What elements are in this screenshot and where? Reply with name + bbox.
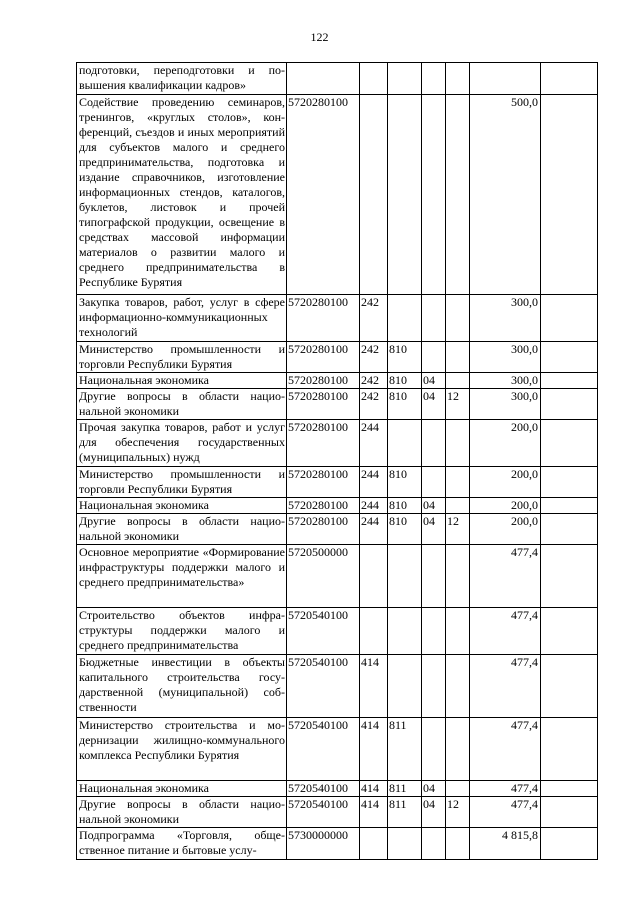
extra-cell — [541, 295, 598, 342]
row-name-cell: Министерство промышленности и торговли Республики Бурятия — [77, 467, 287, 498]
target-article-cell: 5720280100 — [287, 342, 360, 373]
ministry-code-cell: 811 — [388, 797, 422, 828]
extra-cell — [541, 797, 598, 828]
amount-cell: 200,0 — [470, 420, 541, 467]
ministry-code-cell — [388, 95, 422, 295]
row-name-cell: Министерство промышленности и торговли Республики Бурятия — [77, 342, 287, 373]
table-row — [77, 467, 598, 498]
table-row — [77, 295, 598, 342]
extra-cell — [541, 420, 598, 467]
table-row — [77, 420, 598, 467]
expense-type-cell: 242 — [360, 295, 388, 342]
row-name-cell: Содействие проведению семинаров, тренингов, «круглых столов», конференций, съездов и иных мероприятий для субъектов малого и среднего предпринимательства, подготовка и издание справочников, изготовление информационных стендов, каталогов, буклетов, листовок и прочей типографской продукции, освещение в средствах массовой информации материалов о развитии малого и среднего предпринимательства в Республике Бурятия — [77, 95, 287, 295]
row-name-cell: Национальная экономика — [77, 373, 287, 389]
ministry-code-cell: 810 — [388, 373, 422, 389]
section-cell — [422, 828, 446, 860]
amount-cell: 200,0 — [470, 467, 541, 498]
subsection-cell: 12 — [446, 797, 470, 828]
row-name-cell: Другие вопросы в области национальной экономики — [77, 514, 287, 545]
ministry-code-cell — [388, 828, 422, 860]
table-row — [77, 718, 598, 781]
table-row — [77, 545, 598, 608]
expense-type-cell: 414 — [360, 655, 388, 718]
ministry-code-cell — [388, 63, 422, 95]
target-article-cell — [287, 63, 360, 95]
table-row — [77, 828, 598, 860]
subsection-cell — [446, 373, 470, 389]
expense-type-cell — [360, 545, 388, 608]
expense-type-cell: 414 — [360, 781, 388, 797]
extra-cell — [541, 828, 598, 860]
expense-type-cell — [360, 95, 388, 295]
section-cell: 04 — [422, 498, 446, 514]
subsection-cell — [446, 498, 470, 514]
ministry-code-cell — [388, 655, 422, 718]
amount-cell: 477,4 — [470, 608, 541, 655]
row-name-cell: Национальная экономика — [77, 498, 287, 514]
amount-cell: 300,0 — [470, 295, 541, 342]
row-name-cell: Бюджетные инвестиции в объекты капитального строительства государственной (муниципальной) собственности — [77, 655, 287, 718]
subsection-cell — [446, 95, 470, 295]
table-row — [77, 498, 598, 514]
extra-cell — [541, 545, 598, 608]
subsection-cell — [446, 781, 470, 797]
subsection-cell — [446, 655, 470, 718]
table-row — [77, 373, 598, 389]
ministry-code-cell: 811 — [388, 718, 422, 781]
table-row — [77, 342, 598, 373]
expense-type-cell: 242 — [360, 342, 388, 373]
expense-type-cell: 244 — [360, 514, 388, 545]
target-article-cell: 5720280100 — [287, 514, 360, 545]
section-cell: 04 — [422, 514, 446, 545]
target-article-cell: 5720540100 — [287, 608, 360, 655]
subsection-cell: 12 — [446, 514, 470, 545]
expense-type-cell: 244 — [360, 467, 388, 498]
amount-cell: 500,0 — [470, 95, 541, 295]
ministry-code-cell: 810 — [388, 467, 422, 498]
amount-cell: 477,4 — [470, 718, 541, 781]
ministry-code-cell: 810 — [388, 498, 422, 514]
table-row — [77, 95, 598, 295]
section-cell — [422, 420, 446, 467]
table-row — [77, 797, 598, 828]
table-body — [77, 63, 598, 860]
subsection-cell — [446, 467, 470, 498]
table-row — [77, 608, 598, 655]
expense-type-cell: 414 — [360, 797, 388, 828]
target-article-cell: 5720540100 — [287, 797, 360, 828]
expense-type-cell — [360, 828, 388, 860]
extra-cell — [541, 63, 598, 95]
subsection-cell — [446, 608, 470, 655]
subsection-cell — [446, 342, 470, 373]
table-row — [77, 63, 598, 95]
table-row — [77, 389, 598, 420]
section-cell: 04 — [422, 389, 446, 420]
amount-cell: 477,4 — [470, 545, 541, 608]
section-cell — [422, 608, 446, 655]
amount-cell: 4 815,8 — [470, 828, 541, 860]
page-number: 122 — [310, 30, 329, 44]
target-article-cell: 5720540100 — [287, 655, 360, 718]
section-cell — [422, 63, 446, 95]
subsection-cell — [446, 545, 470, 608]
amount-cell: 477,4 — [470, 781, 541, 797]
subsection-cell — [446, 295, 470, 342]
subsection-cell — [446, 63, 470, 95]
amount-cell — [470, 63, 541, 95]
ministry-code-cell: 811 — [388, 781, 422, 797]
section-cell — [422, 295, 446, 342]
row-name-cell: Строительство объектов инфраструктуры поддержки малого и среднего предпринимательства — [77, 608, 287, 655]
amount-cell: 300,0 — [470, 373, 541, 389]
table-row — [77, 655, 598, 718]
section-cell — [422, 342, 446, 373]
subsection-cell — [446, 828, 470, 860]
target-article-cell: 5720540100 — [287, 781, 360, 797]
target-article-cell: 5720280100 — [287, 498, 360, 514]
extra-cell — [541, 655, 598, 718]
target-article-cell: 5720280100 — [287, 95, 360, 295]
extra-cell — [541, 389, 598, 420]
row-name-cell: Другие вопросы в области национальной экономики — [77, 389, 287, 420]
extra-cell — [541, 718, 598, 781]
row-name-cell: Закупка товаров, работ, услуг в сфере информационно-коммуникационных технологий — [77, 295, 287, 342]
extra-cell — [541, 608, 598, 655]
ministry-code-cell: 810 — [388, 342, 422, 373]
extra-cell — [541, 514, 598, 545]
section-cell: 04 — [422, 373, 446, 389]
ministry-code-cell — [388, 295, 422, 342]
section-cell — [422, 95, 446, 295]
target-article-cell: 5720280100 — [287, 467, 360, 498]
extra-cell — [541, 95, 598, 295]
amount-cell: 200,0 — [470, 498, 541, 514]
row-name-cell: Подпрограмма «Торговля, общественное питание и бытовые услу- — [77, 828, 287, 860]
table-row — [77, 781, 598, 797]
extra-cell — [541, 467, 598, 498]
section-cell — [422, 545, 446, 608]
section-cell — [422, 718, 446, 781]
row-name-cell: Прочая закупка товаров, работ и услуг для обеспечения государственных (муниципальных) нужд — [77, 420, 287, 467]
row-name-cell: Основное мероприятие «Формирование инфраструктуры поддержки малого и среднего предпринимательства» — [77, 545, 287, 608]
budget-table — [76, 62, 598, 860]
target-article-cell: 5720280100 — [287, 389, 360, 420]
amount-cell: 300,0 — [470, 389, 541, 420]
amount-cell: 300,0 — [470, 342, 541, 373]
section-cell — [422, 655, 446, 718]
section-cell — [422, 467, 446, 498]
section-cell: 04 — [422, 797, 446, 828]
extra-cell — [541, 342, 598, 373]
target-article-cell: 5720540100 — [287, 718, 360, 781]
expense-type-cell: 244 — [360, 420, 388, 467]
row-name-cell: Национальная экономика — [77, 781, 287, 797]
table-row — [77, 514, 598, 545]
target-article-cell: 5730000000 — [287, 828, 360, 860]
expense-type-cell: 244 — [360, 498, 388, 514]
expense-type-cell: 414 — [360, 718, 388, 781]
subsection-cell — [446, 718, 470, 781]
ministry-code-cell: 810 — [388, 389, 422, 420]
subsection-cell — [446, 420, 470, 467]
amount-cell: 200,0 — [470, 514, 541, 545]
extra-cell — [541, 781, 598, 797]
target-article-cell: 5720280100 — [287, 420, 360, 467]
expense-type-cell: 242 — [360, 389, 388, 420]
target-article-cell: 5720280100 — [287, 373, 360, 389]
row-name-cell: подготовки, переподготовки и повышения квалификации кадров» — [77, 63, 287, 95]
expense-type-cell — [360, 63, 388, 95]
amount-cell: 477,4 — [470, 797, 541, 828]
ministry-code-cell — [388, 420, 422, 467]
row-name-cell: Другие вопросы в области национальной экономики — [77, 797, 287, 828]
extra-cell — [541, 373, 598, 389]
ministry-code-cell: 810 — [388, 514, 422, 545]
row-name-cell: Министерство строительства и модернизации жилищно-коммунального комплекса Республики Бурятия — [77, 718, 287, 781]
expense-type-cell: 242 — [360, 373, 388, 389]
ministry-code-cell — [388, 545, 422, 608]
amount-cell: 477,4 — [470, 655, 541, 718]
extra-cell — [541, 498, 598, 514]
expense-type-cell — [360, 608, 388, 655]
subsection-cell: 12 — [446, 389, 470, 420]
section-cell: 04 — [422, 781, 446, 797]
target-article-cell: 5720500000 — [287, 545, 360, 608]
ministry-code-cell — [388, 608, 422, 655]
target-article-cell: 5720280100 — [287, 295, 360, 342]
